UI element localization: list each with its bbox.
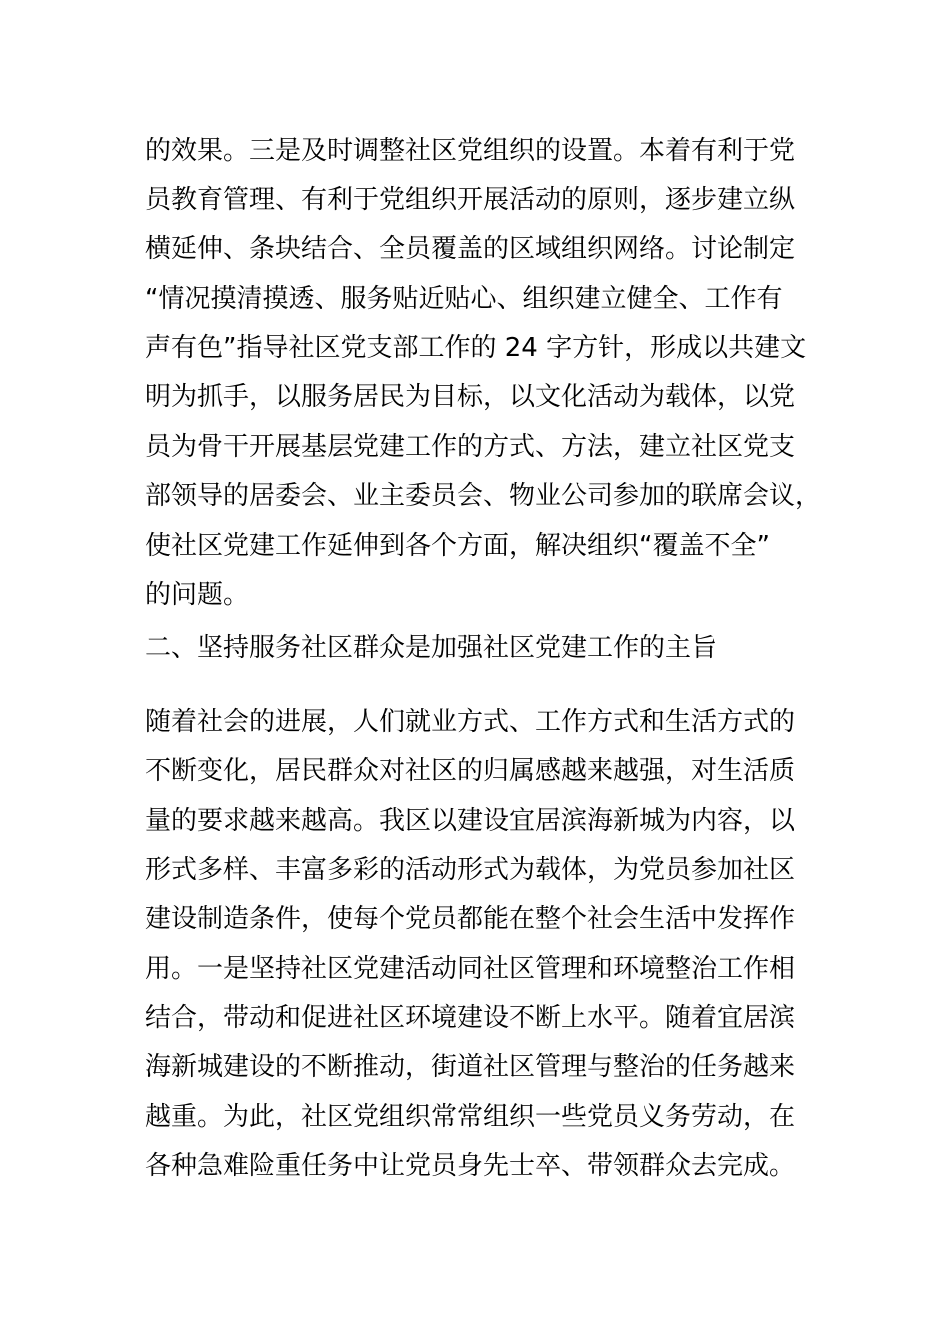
paragraph-line: 使社区党建工作延伸到各个方面，解决组织“覆盖不全” (145, 531, 770, 561)
paragraph-line: 海新城建设的不断推动，街道社区管理与整治的任务越来 (145, 1052, 796, 1082)
section-heading: 二、坚持服务社区群众是加强社区党建工作的主旨 (145, 633, 718, 663)
paragraph-line: 横延伸、条块结合、全员覆盖的区域组织网络。讨论制定 (145, 234, 796, 264)
paragraph-line: 明为抓手，以服务居民为目标，以文化活动为载体，以党 (145, 382, 796, 412)
paragraph-line: 员为骨干开展基层党建工作的方式、方法，建立社区党支 (145, 432, 796, 462)
paragraph-line: 的问题。 (145, 580, 250, 610)
paragraph-line: 声有色”指导社区党支部工作的 24 字方针，形成以共建文 (145, 333, 807, 363)
paragraph-line: 越重。为此，社区党组织常常组织一些党员义务劳动，在 (145, 1102, 796, 1132)
paragraph-line: 不断变化，居民群众对社区的归属感越来越强，对生活质 (145, 756, 796, 786)
paragraph-line: “情况摸清摸透、服务贴近贴心、组织建立健全、工作有 (145, 284, 783, 314)
paragraph-line: 结合，带动和促进社区环境建设不断上水平。随着宜居滨 (145, 1003, 796, 1033)
paragraph-line: 各种急难险重任务中让党员身先士卒、带领群众去完成。 (145, 1151, 796, 1181)
paragraph-line: 量的要求越来越高。我区以建设宜居滨海新城为内容，以 (145, 806, 796, 836)
paragraph-line: 员教育管理、有利于党组织开展活动的原则，逐步建立纵 (145, 185, 796, 215)
paragraph-line: 形式多样、丰富多彩的活动形式为载体，为党员参加社区 (145, 855, 796, 885)
paragraph-line: 的效果。三是及时调整社区党组织的设置。本着有利于党 (145, 136, 796, 166)
paragraph-line: 用。一是坚持社区党建活动同社区管理和环境整治工作相 (145, 954, 796, 984)
paragraph-line: 建设制造条件，使每个党员都能在整个社会生活中发挥作 (145, 904, 796, 934)
paragraph-line: 部领导的居委会、业主委员会、物业公司参加的联席会议， (145, 481, 822, 511)
paragraph-line: 随着社会的进展，人们就业方式、工作方式和生活方式的 (145, 707, 796, 737)
